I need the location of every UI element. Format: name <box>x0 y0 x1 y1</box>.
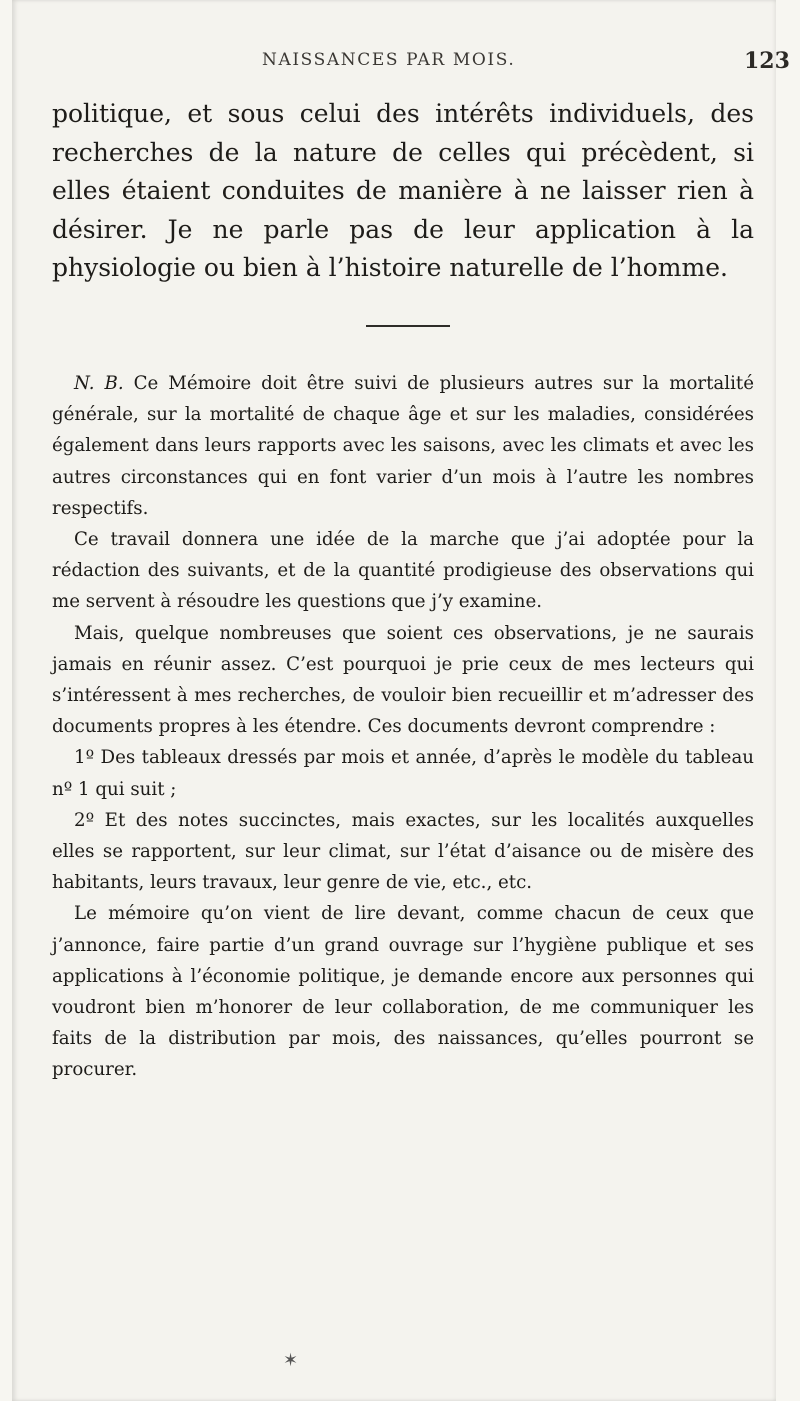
intro-paragraph: politique, et sous celui des intérêts individuels, des recherches de la nature de celles qui précèdent, si elles étaient conduites de manière à ne laisser rien à désirer. Je ne parle pas de leur application à la physiologie ou bien à l’histoire naturelle de l’homme. <box>52 99 754 283</box>
ink-speck: ✶ <box>283 1350 299 1371</box>
note-paragraph-1 <box>52 368 754 524</box>
note-paragraph-6: Le mémoire qu’on vient de lire devant, comme chacun de ceux que j’annonce, faire partie d’un grand ouvrage sur l’hygiène publique et ses applications à l’économie politique, je demande encore aux personnes qui voudront bien m’honorer de leur collaboration, de me communiquer les faits de la distribution par mois, des naissances, qu’elles pourront se procurer. <box>52 903 754 1081</box>
note-paragraph-5: 2º Et des notes succinctes, mais exactes, sur les localités auxquelles elles se rapportent, sur leur climat, sur l’état d’aisance ou de misère des habitants, leurs travaux, leur genre de vie, etc., etc. <box>52 809 754 894</box>
nb-label: N. B. <box>74 373 124 394</box>
intro-paragraph-block <box>52 95 754 288</box>
page-number: 123 <box>744 48 790 74</box>
note-block <box>52 368 754 1086</box>
section-divider <box>366 325 450 327</box>
note-paragraph-3: Mais, quelque nombreuses que soient ces observations, je ne saurais jamais en réunir assez. C’est pourquoi je prie ceux de mes lecteurs qui s’intéressent à mes recherches, de vouloir bien recueillir et m’adresser des documents propres à les étendre. Ces documents devront comprendre : <box>52 622 754 738</box>
note-text-1: Ce Mémoire doit être suivi de plusieurs autres sur la mortalité générale, sur la mortalité de chaque âge et sur les maladies, considérées également dans leurs rapports avec les saisons, avec les climats et avec les autres circonstances qui en font varier d’un mois à l’autre les nombres respectifs. <box>52 373 754 519</box>
page-header <box>40 42 790 82</box>
running-head: NAISSANCES PAR MOIS. <box>262 50 516 70</box>
note-paragraph-2: Ce travail donnera une idée de la marche que j’ai adoptée pour la rédaction des suivants, et de la quantité prodigieuse des observations qui me servent à résoudre les questions que j’y examine. <box>52 529 754 613</box>
note-paragraph-4: 1º Des tableaux dressés par mois et année, d’après le modèle du tableau nº 1 qui suit ; <box>52 747 754 800</box>
